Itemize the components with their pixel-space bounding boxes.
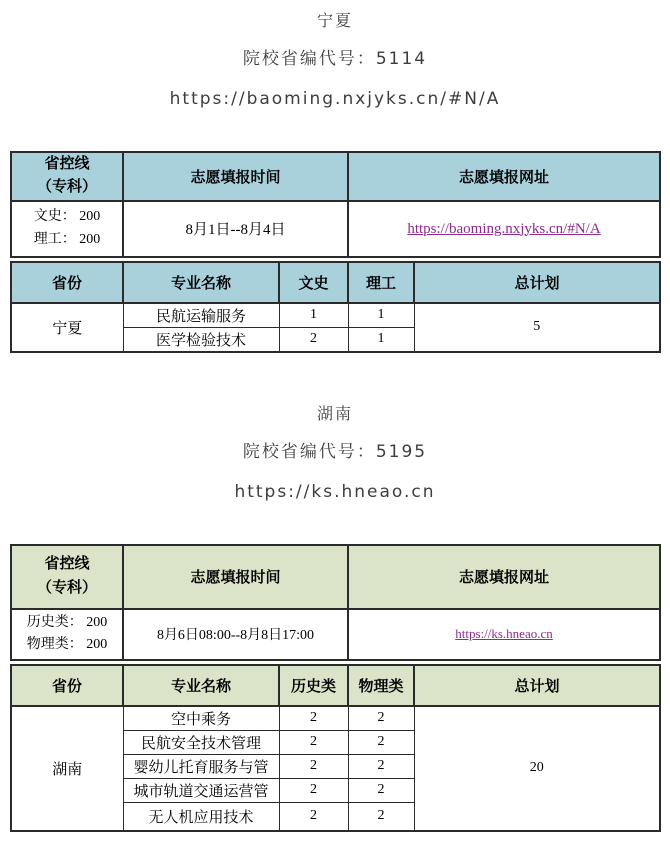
major-cell: 民航运输服务	[123, 303, 279, 328]
fill-time-cell: 8月6日08:00--8月8日17:00	[123, 609, 348, 660]
province-cell: 宁夏	[11, 303, 123, 352]
cutoff-header-cell	[11, 152, 123, 201]
major-cell: 空中乘务	[123, 706, 279, 731]
subject1-header-cell: 文史	[279, 262, 348, 303]
application-url-link[interactable]: https://ks.hneao.cn	[455, 626, 553, 641]
cutoff-line-2: 理工： 200	[33, 231, 101, 247]
cutoff-line-1: 历史类： 200	[26, 614, 108, 630]
fill-time-cell: 8月1日--8月4日	[123, 201, 348, 257]
count-cell: 2	[348, 706, 414, 731]
major-cell: 无人机应用技术	[123, 802, 279, 831]
fill-url-cell	[348, 609, 660, 660]
url-header-cell: 志愿填报网址	[348, 152, 660, 201]
major-header-cell: 专业名称	[123, 665, 279, 706]
cutoff-header-line1: 省控线	[44, 556, 90, 573]
url-header-cell: 志愿填报网址	[348, 545, 660, 609]
section-hunan	[0, 403, 670, 832]
province-header-cell: 省份	[11, 665, 123, 706]
count-cell: 2	[279, 730, 348, 754]
total-cell: 20	[414, 706, 660, 831]
info-table	[10, 544, 661, 661]
count-cell: 2	[348, 754, 414, 778]
fill-url-cell	[348, 201, 660, 257]
tables-wrapper	[10, 151, 670, 353]
total-header-cell: 总计划	[414, 665, 660, 706]
total-cell: 5	[414, 303, 660, 352]
province-cell: 湖南	[11, 706, 123, 831]
cutoff-values-cell	[11, 609, 123, 660]
tables-wrapper	[10, 544, 670, 832]
province-title: 湖南	[316, 403, 353, 423]
url-line: https://ks.hneao.cn	[234, 481, 436, 502]
subject1-header-cell: 历史类	[279, 665, 348, 706]
url-line: https://baoming.nxjyks.cn/#N/A	[169, 89, 501, 109]
count-cell: 2	[348, 730, 414, 754]
table-row	[11, 303, 660, 328]
major-header-cell: 专业名称	[123, 262, 279, 303]
province-header-cell: 省份	[11, 262, 123, 303]
cutoff-header-line2: （专科）	[36, 579, 97, 596]
application-url-link[interactable]: https://baoming.nxjyks.cn/#N/A	[407, 220, 601, 237]
time-header-cell: 志愿填报时间	[123, 545, 348, 609]
count-cell: 1	[348, 327, 414, 352]
count-cell: 2	[279, 327, 348, 352]
count-cell: 1	[348, 303, 414, 328]
cutoff-line-2: 物理类： 200	[26, 637, 108, 652]
time-header-cell: 志愿填报时间	[123, 152, 348, 201]
subject2-header-cell: 物理类	[348, 665, 414, 706]
major-cell: 民航安全技术管理	[123, 730, 279, 754]
count-cell: 2	[348, 778, 414, 802]
count-cell: 2	[279, 778, 348, 802]
plan-table	[10, 664, 661, 832]
total-header-cell: 总计划	[414, 262, 660, 303]
school-code-line: 院校省编代号：5195	[242, 441, 428, 462]
province-title: 宁夏	[316, 11, 353, 30]
cutoff-header-line2: （专科）	[36, 179, 97, 196]
count-cell: 2	[348, 802, 414, 831]
count-cell: 2	[279, 754, 348, 778]
count-cell: 2	[279, 706, 348, 731]
subject2-header-cell: 理工	[348, 262, 414, 303]
info-table	[10, 151, 661, 258]
table-row	[11, 706, 660, 731]
plan-table	[10, 261, 661, 353]
cutoff-header-line1: 省控线	[44, 156, 90, 172]
count-cell: 2	[279, 802, 348, 831]
major-cell: 医学检验技术	[123, 327, 279, 352]
section-ningxia	[0, 10, 670, 353]
count-cell: 1	[279, 303, 348, 328]
cutoff-header-cell	[11, 545, 123, 609]
cutoff-values-cell	[11, 201, 123, 257]
school-code-line: 院校省编代号：5114	[242, 49, 428, 69]
major-cell: 婴幼儿托育服务与管	[123, 754, 279, 778]
major-cell: 城市轨道交通运营管	[123, 778, 279, 802]
cutoff-line-1: 文史： 200	[33, 209, 101, 225]
